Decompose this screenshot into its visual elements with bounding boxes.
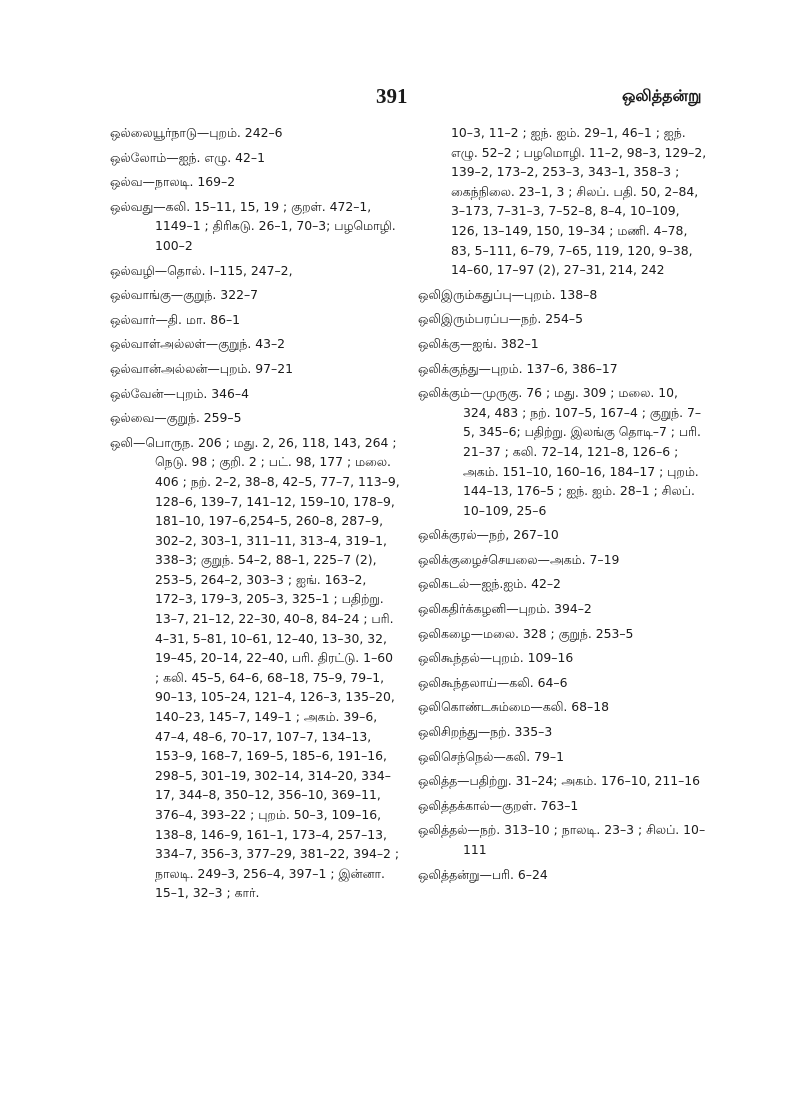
index-entry: ஒலிசெந்நெல்—கலி. 79–1	[418, 748, 564, 764]
index-entry: ஒலிஇரும்பரப்ப—நற். 254–5	[418, 311, 583, 327]
index-entry: ஒலிக்குந்து—புறம். 137–6, 386–17	[418, 360, 618, 376]
index-entry: ஒலிகொண்டசும்மை—கலி. 68–18	[418, 699, 609, 715]
index-entry: ஒல்வாங்கு—குறுந். 322–7	[110, 287, 259, 303]
left-column	[110, 123, 400, 908]
index-entry: ஒலித்த—பதிற்று. 31–24; அகம். 176–10, 211–16	[418, 773, 701, 789]
index-entry: ஒல்வது—கலி. 15–11, 15, 19 ; குறள். 472–1, 1149–1 ; திரிகடு. 26–1, 70–3; பழமொழி. 100–2	[110, 198, 396, 253]
index-entry: ஒலிசிறந்து—நற். 335–3	[418, 724, 553, 740]
index-entry: ஒல்லோம்—ஐந். எழு. 42–1	[110, 149, 265, 165]
index-entry: ஒலிக்கும்—முருகு. 76 ; மது. 309 ; மலை. 10, 324, 483 ; நற். 107–5, 167–4 ; குறுந். 7–5, 345–6; பதிற்று. இலங்கு தொடி–7 ; பரி. 21–37 ; கலி. 72–14, 121–8, 126–6 ; அகம். 151–10, 160–16, 184–17 ; புறம். 144–13, 176–5 ; ஐந். ஐம். 28–1 ; சிலப். 10–109, 25–6	[418, 385, 702, 518]
index-entry: ஒல்வேன்—புறம். 346–4	[110, 385, 249, 401]
index-entry: ஒலிக்குரல்—நற், 267–10	[418, 527, 559, 543]
index-entry: ஒலிகழை—மலை. 328 ; குறுந். 253–5	[418, 625, 634, 641]
running-head: ஒலித்தன்று	[622, 86, 702, 105]
index-entry: ஒலிக்கு—ஐங். 382–1	[418, 335, 539, 351]
index-entry: ஒல்வ—நாலடி. 169–2	[110, 174, 236, 190]
index-entry: ஒல்வழி—தொல். I–115, 247–2,	[110, 262, 293, 278]
index-entry: ஒல்வை—குறுந். 259–5	[110, 410, 242, 426]
index-entry: ஒலித்தன்று—பரி. 6–24	[418, 866, 548, 882]
index-entry: ஒல்லையூர்நாடு—புறம். 242–6	[110, 125, 283, 140]
index-entry: ஒலிகூந்தல்—புறம். 109–16	[418, 650, 574, 666]
index-entry-continuation: 10–3, 11–2 ; ஐந். ஐம். 29–1, 46–1 ; ஐந். எழு. 52–2 ; பழமொழி. 11–2, 98–3, 129–2, 139–2, 173–2, 253–3, 343–1, 358–3 ; கைந்நிலை. 23–1, 3 ; சிலப். பதி. 50, 2–84, 3–173, 7–31–3, 7–52–8, 8–4, 10–109, 126, 13–149, 150, 19–34 ; மணி. 4–78, 83, 5–111, 6–79, 7–65, 119, 120, 9–38, 14–60, 17–97 (2), 27–31, 214, 242	[451, 125, 707, 278]
index-entry: ஒலிகூந்தலாய்—கலி. 64–6	[418, 674, 568, 690]
index-entry: ஒலி—பொருந. 206 ; மது. 2, 26, 118, 143, 264 ; நெடு. 98 ; குறி. 2 ; பட். 98, 177 ; மலை. 406 ; நற். 2–2, 38–8, 42–5, 77–7, 113–9, 128–6, 139–7, 141–12, 159–10, 178–9, 181–10, 197–6,254–5, 260–8, 287–9, 302–2, 303–1, 311–11, 313–4, 319–1, 338–3; குறுந். 54–2, 88–1, 225–7 (2), 253–5, 264–2, 303–3 ; ஐங். 163–2, 172–3, 179–3, 205–3, 325–1 ; பதிற்று. 13–7, 21–12, 22–30, 40–8, 84–24 ; பரி. 4–31, 5–81, 10–61, 12–40, 13–30, 32, 19–45, 20–14, 22–40, பரி. திரட்டு. 1–60 ; கலி. 45–5, 64–6, 68–18, 75–9, 79–1, 90–13, 105–24, 121–4, 126–3, 135–20, 140–23, 145–7, 149–1 ; அகம். 39–6, 47–4, 48–6, 70–17, 107–7, 134–13, 153–9, 168–7, 169–5, 185–6, 191–16, 298–5, 301–19, 302–14, 314–20, 334–17, 344–8, 350–12, 356–10, 369–11, 376–4, 393–22 ; புறம். 50–3, 109–16, 138–8, 146–9, 161–1, 173–4, 257–13, 334–7, 356–3, 377–29, 381–22, 394–2 ; நாலடி. 249–3, 256–4, 397–1 ; இன்னா. 15–1, 32–3 ; கார்.	[110, 434, 400, 901]
index-entry: ஒலிகதிர்க்கழனி—புறம். 394–2	[418, 601, 592, 617]
index-entry: ஒலித்தல்—நற். 313–10 ; நாலடி. 23–3 ; சிலப். 10–111	[418, 822, 706, 857]
index-entry: ஒலிக்குழைச்செயலை—அகம். 7–19	[418, 551, 620, 567]
index-entry: ஒலித்தக்கால்—குறள். 763–1	[418, 797, 579, 813]
index-entry: ஒலிகடல்—ஐந்.ஐம். 42–2	[418, 576, 561, 592]
index-entry: ஒல்வாள்அல்லள்—குறுந். 43–2	[110, 336, 286, 352]
page-number: 391	[376, 84, 408, 108]
index-entry: ஒல்வான்அல்லன்—புறம். 97–21	[110, 360, 293, 376]
index-entry: ஒல்வார்—தி. மா. 86–1	[110, 311, 241, 327]
index-entry: ஒலிஇரும்கதுப்பு—புறம். 138–8	[418, 286, 598, 302]
right-column	[418, 123, 708, 889]
